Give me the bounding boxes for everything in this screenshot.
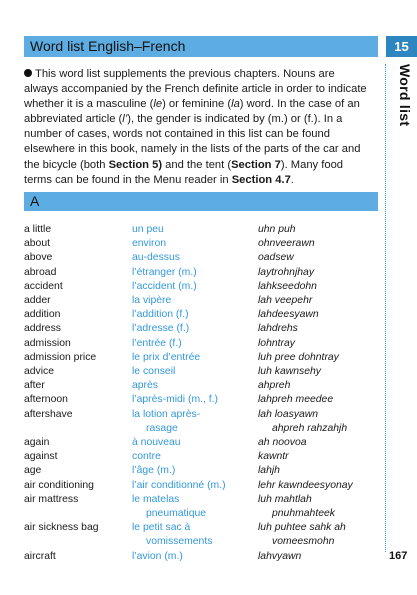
french-word: l’âge (m.)	[132, 465, 176, 477]
section-title: Word list English–French	[30, 38, 186, 54]
word-entry-row	[24, 337, 380, 351]
english-word: abroad	[24, 266, 57, 278]
letter-heading-bar	[24, 192, 378, 211]
french-word: l’accident (m.)	[132, 280, 197, 292]
word-entry-row	[24, 521, 380, 549]
english-word: about	[24, 238, 51, 250]
french-word: un peu	[132, 224, 164, 235]
english-word: air mattress	[24, 493, 79, 505]
word-entry-row	[24, 550, 380, 564]
english-word: accident	[24, 280, 63, 292]
pronunciation: luh kawnsehy	[258, 366, 321, 378]
pronunciation: oadsew	[258, 252, 294, 264]
french-word: au-dessus	[132, 252, 180, 264]
word-entry-row	[24, 266, 380, 280]
word-entry-row	[24, 223, 380, 237]
pronunciation: lah loasyawn ahpreh rahzahjh	[258, 408, 348, 434]
pronunciation: luh mahtlah pnuhmahteek	[258, 493, 335, 520]
word-entry-row	[24, 365, 380, 379]
english-word: advice	[24, 366, 55, 378]
word-entry-row	[24, 308, 380, 322]
french-word: la vipère	[132, 295, 172, 307]
english-word: age	[24, 465, 42, 477]
pronunciation: luh pree dohntray	[258, 351, 339, 363]
page-number: 167	[389, 550, 408, 562]
english-word: air conditioning	[24, 479, 94, 491]
english-word: address	[24, 323, 61, 335]
french-word: l’air conditionné (m.)	[132, 479, 226, 491]
french-word: l’adresse (f.)	[132, 323, 190, 335]
pronunciation: lahdrehs	[258, 323, 298, 335]
word-entry-row	[24, 237, 380, 251]
english-word: admission	[24, 337, 71, 349]
french-word: le conseil	[132, 366, 176, 378]
pronunciation: lohntray	[258, 337, 295, 349]
word-entry-row	[24, 393, 380, 407]
word-entry-row	[24, 351, 380, 365]
english-word: air sickness bag	[24, 522, 99, 534]
word-entry-row	[24, 479, 380, 493]
english-word: above	[24, 252, 53, 264]
letter-heading: A	[30, 193, 40, 209]
pronunciation: luh puhtee sahk ah vomeesmohn	[258, 522, 346, 548]
pronunciation: kawntr	[258, 451, 289, 463]
french-word: l’addition (f.)	[132, 309, 189, 321]
bullet-icon	[24, 69, 32, 77]
pronunciation: lahvyawn	[258, 550, 302, 562]
word-entry-row	[24, 322, 380, 336]
pronunciation: lahjh	[258, 465, 280, 477]
english-word: admission price	[24, 351, 97, 363]
intro-paragraph: This word list supplements the previous chapters. Nouns are always accompanied by the French definite article in order to indicate whether it is a masculine (le) or feminine (la) word. In the case of an abbreviated article (l’), the gender is indicated by (m.) or (f.). In a number of cases, words not contained in this list can be found elsewhere in this book, namely in the lists of the parts of the car and the bicycle (both Section 5) and the tent (Section 7). Many food terms can be found in the Menu reader in Section 4.7.	[24, 68, 367, 186]
pronunciation: lehr kawndeesyonay	[258, 479, 353, 491]
pronunciation: lahdeesyawn	[258, 309, 319, 321]
pronunciation: lahkseedohn	[258, 280, 317, 292]
pronunciation: lah veepehr	[258, 295, 313, 307]
pronunciation: ah noovoa	[258, 437, 307, 449]
french-word: l’entrée (f.)	[132, 337, 182, 349]
french-word: après	[132, 380, 158, 392]
french-word: le petit sac à vomissements	[132, 522, 213, 548]
margin-dotted-rule	[385, 64, 386, 552]
chapter-tab-title: Word list	[397, 64, 413, 127]
pronunciation: laytrohnjhay	[258, 266, 315, 278]
french-word: la lotion après- rasage	[132, 408, 201, 434]
pronunciation: ohnveerawn	[258, 238, 315, 250]
section-title-bar	[24, 36, 378, 57]
english-word: addition	[24, 309, 61, 321]
word-entry-row	[24, 408, 380, 436]
english-word: aircraft	[24, 550, 56, 562]
word-entry-row	[24, 379, 380, 393]
word-entry-row	[24, 493, 380, 521]
word-entry-row	[24, 251, 380, 265]
word-entry-row	[24, 464, 380, 478]
french-word: l’avion (m.)	[132, 550, 183, 562]
pronunciation: uhn puh	[258, 224, 296, 235]
word-entry-row	[24, 294, 380, 308]
english-word: aftershave	[24, 408, 73, 420]
word-entry-row	[24, 436, 380, 450]
french-word: le prix d’entrée	[132, 351, 201, 363]
french-word: à nouveau	[132, 437, 181, 449]
french-word: contre	[132, 451, 161, 463]
english-word: afternoon	[24, 394, 68, 406]
french-word: l’après-midi (m., f.)	[132, 394, 219, 406]
word-entry-row	[24, 280, 380, 294]
chapter-tab-number: 15	[386, 36, 417, 57]
word-list	[24, 223, 380, 564]
pronunciation: ahpreh	[258, 380, 291, 392]
english-word: a little	[24, 224, 52, 235]
french-word: environ	[132, 238, 167, 250]
french-word: l’étranger (m.)	[132, 266, 197, 278]
french-word: le matelas pneumatique	[132, 493, 207, 520]
word-entry-row	[24, 450, 380, 464]
pronunciation: lahpreh meedee	[258, 394, 334, 406]
english-word: against	[24, 451, 58, 463]
english-word: after	[24, 380, 45, 392]
english-word: adder	[24, 295, 51, 307]
english-word: again	[24, 437, 50, 449]
